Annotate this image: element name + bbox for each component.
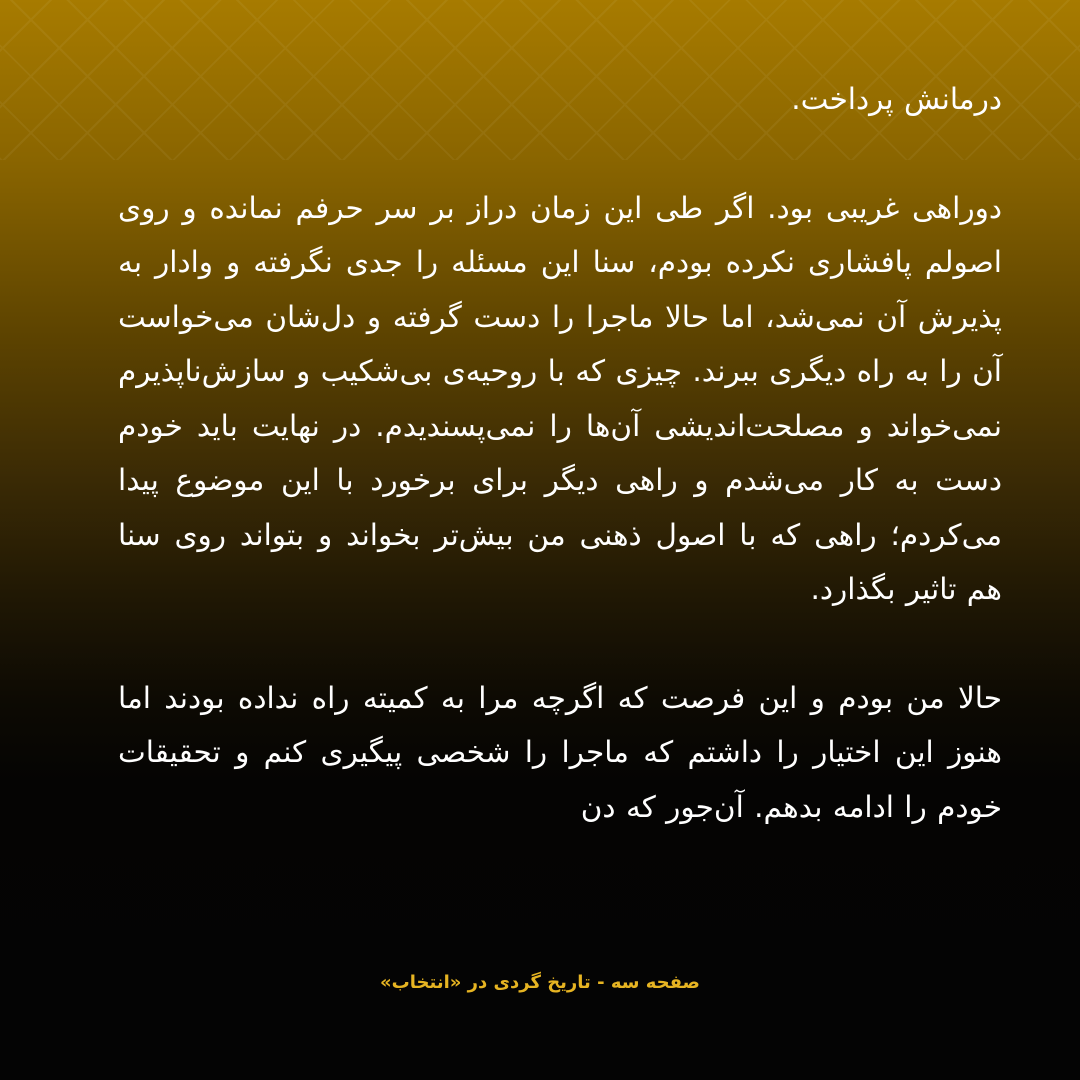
paragraph-opportunity: حالا من بودم و این فرصت که اگرچه مرا به کمیته راه نداده بودند اما هنوز این اختیار را داشتم که ماجرا را شخصی پیگیری کنم و تحقیقات خودم را ادامه بدهم. آن‌جور که دن (118, 680, 1002, 824)
page-footer-caption: صفحه سه - تاریخ گردی در «انتخاب» (380, 972, 700, 993)
paragraph-continuation: درمانش پرداخت. (791, 82, 1002, 116)
page-body (118, 72, 1002, 834)
paragraph-dilemma: دوراهی غریبی بود. اگر طی این زمان دراز بر سر حرفم نمانده و روی اصولم پافشاری نکرده بودم، سنا این مسئله را جدی نگرفته و وادار به پذیرش آن نمی‌شد، اما حالا ماجرا را دست گرفته و دل‌شان می‌خواست آن را به راه دیگری ببرند. چیزی که با روحیه‌ی بی‌شکیب و سازش‌ناپذیرم نمی‌خواند و مصلحت‌اندیشی آن‌ها را نمی‌پسندیدم. در نهایت باید خودم دست به کار می‌شدم و راهی دیگر برای برخورد با این موضوع پیدا می‌کردم؛ راهی که با اصول ذهنی من بیش‌تر بخواند و بتواند روی سنا هم تاثیر بگذارد. (118, 190, 1002, 606)
